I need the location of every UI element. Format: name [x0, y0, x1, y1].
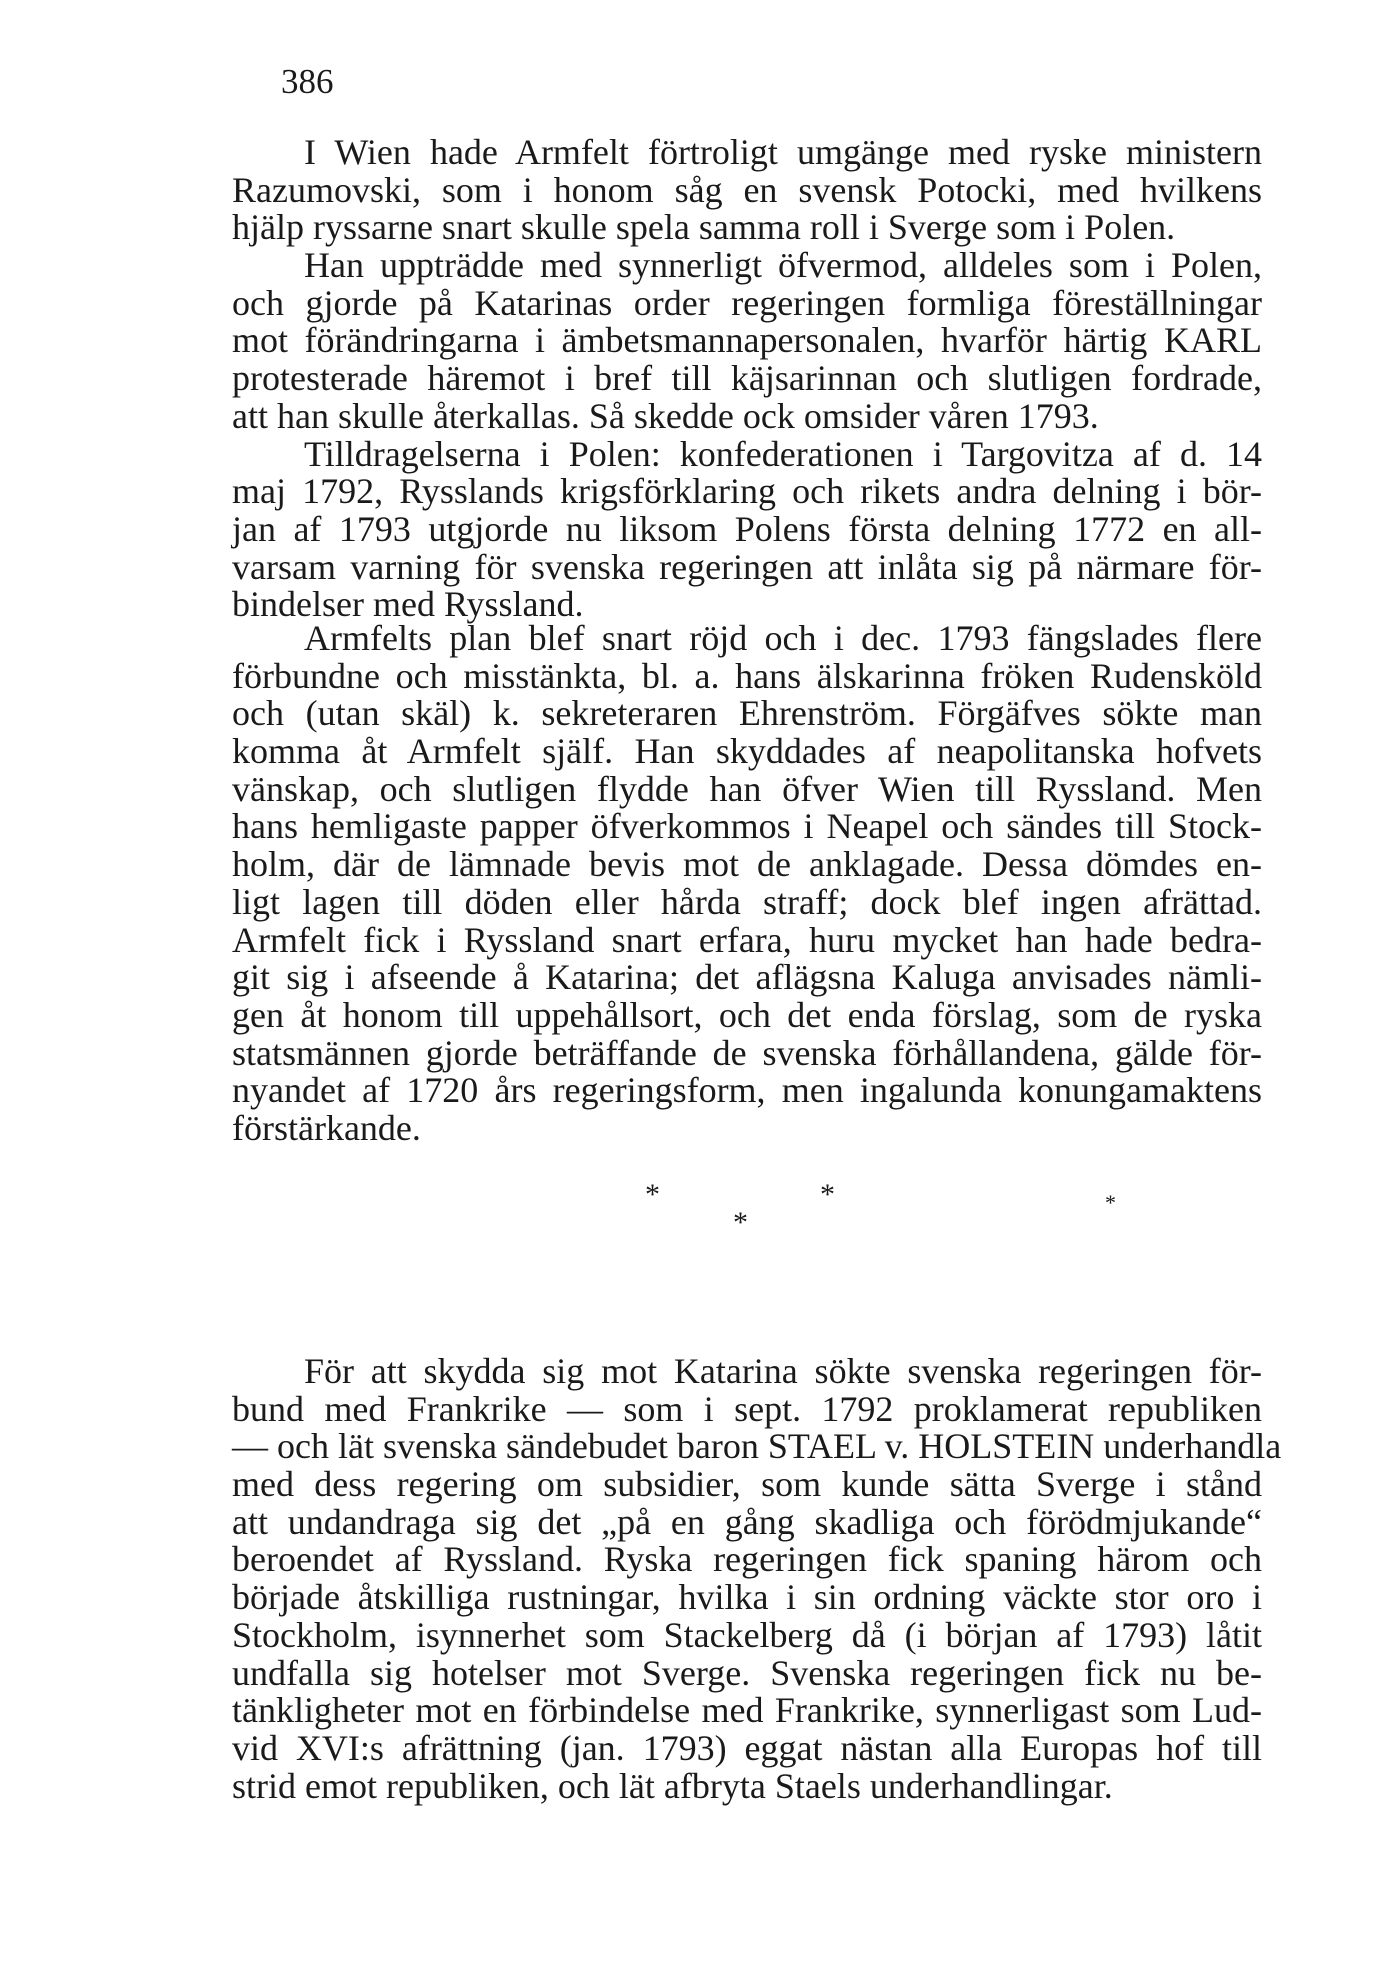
text-line: Han uppträdde med synnerligt öfvermod, alldeles som i Polen,: [304, 245, 1262, 286]
text-line: strid emot republiken, och lät afbryta Staels underhandlingar.: [232, 1765, 1113, 1806]
text-line: protesterade häremot i bref till käjsarinnan och slutligen fordrade,: [232, 358, 1262, 399]
text-line: hans hemligaste papper öfverkommos i Neapel och sändes till Stock-: [232, 806, 1262, 847]
text-line: I Wien hade Armfelt förtroligt umgänge med ryske ministern: [304, 132, 1262, 172]
asterisk: *: [820, 1178, 835, 1211]
text-line: hjälp ryssarne snart skulle spela samma roll i Sverge som i Polen.: [232, 207, 1176, 248]
text-line: Tilldragelserna i Polen: konfederationen i Targovitza af d. 14: [304, 433, 1262, 474]
text-line: bindelser med Ryssland.: [232, 584, 584, 625]
paragraph-2: [232, 620, 1262, 1148]
text-line: undfalla sig hotelser mot Sverge. Svenska regeringen fick nu be-: [232, 1652, 1262, 1693]
paragraph-1: [232, 134, 1262, 624]
text-line: bund med Frankrike — som i sept. 1792 proklamerat republiken: [232, 1388, 1262, 1429]
text-line: förstärkande.: [232, 1107, 421, 1148]
text-line: Armfelts plan blef snart röjd och i dec. 1793 fängslades flere: [304, 618, 1262, 658]
text-line: — och lät svenska sändebudet baron STAEL v. HOLSTEIN underhandla: [232, 1426, 1282, 1467]
text-line: tänkligheter mot en förbindelse med Frankrike, synnerligast som Lud-: [232, 1690, 1262, 1731]
text-line: gen åt honom till uppehållsort, och det enda förslag, som de ryska: [232, 994, 1262, 1035]
asterisk: *: [1105, 1190, 1116, 1215]
text-line: git sig i afseende å Katarina; det aflägsna Kaluga anvisades nämli-: [232, 957, 1262, 998]
text-line: komma åt Armfelt själf. Han skyddades af neapolitanska hofvets: [232, 731, 1262, 772]
asterisk: *: [645, 1178, 660, 1211]
text-line: började åtskilliga rustningar, hvilka i sin ordning väckte stor oro i: [232, 1577, 1262, 1618]
text-line: med dess regering om subsidier, som kunde sätta Sverge i stånd: [232, 1464, 1262, 1505]
text-line: och gjorde på Katarinas order regeringen formliga föreställningar: [232, 282, 1262, 323]
text-line: mot förändringarna i ämbetsmannapersonalen, hvarför härtig KARL: [232, 320, 1262, 361]
text-line: maj 1792, Rysslands krigsförklaring och rikets andra delning i bör-: [232, 471, 1262, 512]
text-line: att han skulle återkallas. Så skedde ock omsider våren 1793.: [232, 395, 1099, 436]
text-line: varsam varning för svenska regeringen att inlåta sig på närmare för-: [232, 546, 1262, 587]
text-line: holm, där de lämnade bevis mot de anklagade. Dessa dömdes en-: [232, 844, 1262, 885]
page-number: 386: [281, 62, 334, 101]
paragraph-3: [232, 1351, 1282, 1806]
text-line: vänskap, och slutligen flydde han öfver Wien till Ryssland. Men: [232, 768, 1262, 809]
text-line: jan af 1793 utgjorde nu liksom Polens första delning 1772 en all-: [232, 508, 1262, 549]
text-line: Razumovski, som i honom såg en svensk Potocki, med hvilkens: [232, 169, 1262, 210]
text-line: förbundne och misstänkta, bl. a. hans älskarinna fröken Rudensköld: [232, 655, 1262, 696]
text-line: Armfelt fick i Ryssland snart erfara, huru mycket han hade bedra-: [232, 919, 1262, 960]
text-line: och (utan skäl) k. sekreteraren Ehrenström. Förgäfves sökte man: [232, 693, 1262, 734]
text-line: vid XVI:s afrättning (jan. 1793) eggat nästan alla Europas hof till: [232, 1727, 1262, 1768]
text-line: beroendet af Ryssland. Ryska regeringen fick spaning härom och: [232, 1539, 1262, 1580]
text-line: För att skydda sig mot Katarina sökte svenska regeringen för-: [304, 1351, 1262, 1391]
text-line: att undandraga sig det „på en gång skadliga och förödmjukande“: [232, 1501, 1262, 1542]
text-line: nyandet af 1720 års regeringsform, men ingalunda konungamaktens: [232, 1070, 1262, 1111]
text-line: statsmännen gjorde beträffande de svenska förhållandena, gälde för-: [232, 1032, 1262, 1073]
text-line: Stockholm, isynnerhet som Stackelberg då (i början af 1793) låtit: [232, 1614, 1262, 1655]
asterisk: *: [733, 1206, 748, 1239]
text-line: ligt lagen till döden eller hårda straff; dock blef ingen afrättad.: [232, 881, 1262, 922]
